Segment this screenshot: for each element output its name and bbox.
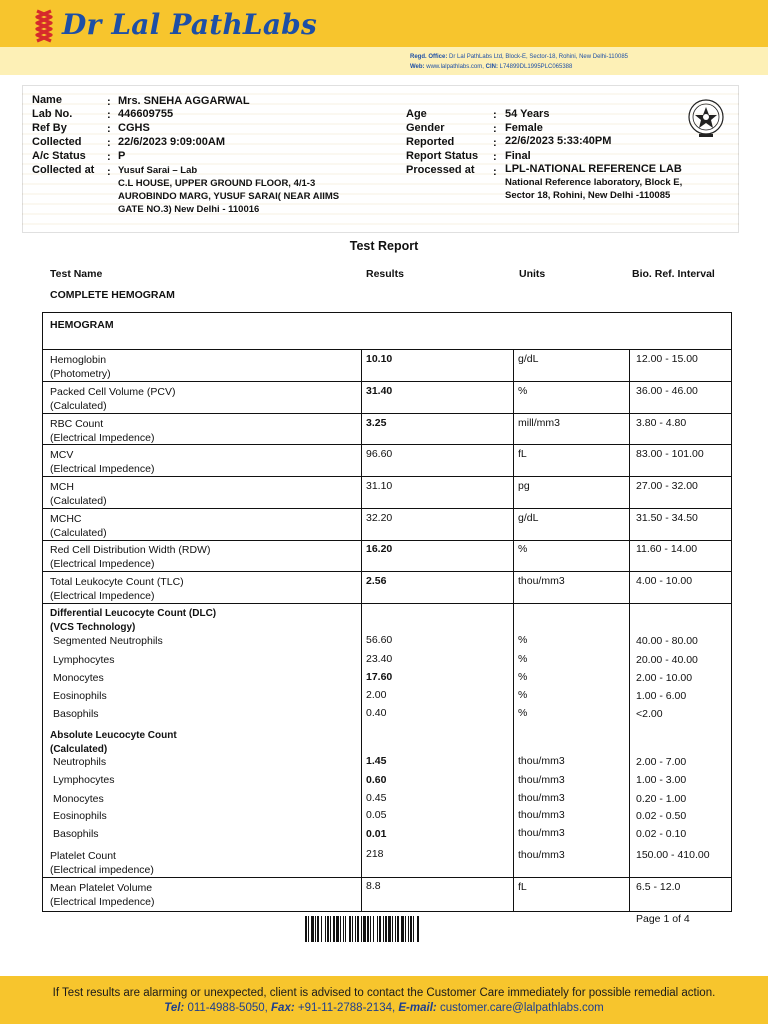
reference-range: 4.00 - 10.00 <box>636 575 693 587</box>
processedat-label: Processed at <box>406 164 475 176</box>
result-unit: % <box>518 385 528 397</box>
patient-gender: Female <box>505 122 543 134</box>
email-link[interactable]: customer.care@lalpathlabs.com <box>439 1002 604 1014</box>
section-title: COMPLETE HEMOGRAM <box>50 289 175 301</box>
table-row: Packed Cell Volume (PCV) (Calculated) <box>50 386 176 412</box>
reported-label: Reported <box>406 136 455 148</box>
reference-range: 31.50 - 34.50 <box>636 512 698 524</box>
list-item: Neutrophils <box>53 756 107 768</box>
reference-range: 12.00 - 15.00 <box>636 353 698 365</box>
result-unit: thou/mm3 <box>518 774 565 786</box>
reference-range: 0.02 - 0.50 <box>636 810 687 822</box>
age-label: Age <box>406 108 427 120</box>
collected-label: Collected <box>32 136 82 148</box>
reference-range: 36.00 - 46.00 <box>636 385 698 397</box>
list-item: Lymphocytes <box>53 654 115 666</box>
refby-label: Ref By <box>32 122 67 134</box>
table-row: RBC Count (Electrical Impedence) <box>50 418 155 444</box>
reference-range: 0.20 - 1.00 <box>636 793 687 805</box>
result-unit: % <box>518 707 528 719</box>
collectedat-label: Collected at <box>32 164 95 176</box>
result-value: 0.60 <box>366 774 387 786</box>
result-unit: g/dL <box>518 512 539 524</box>
col-units: Units <box>519 268 546 280</box>
result-unit: % <box>518 671 528 683</box>
result-unit: g/dL <box>518 353 539 365</box>
result-value: 31.40 <box>366 385 393 397</box>
dna-logo-icon <box>33 9 55 45</box>
brand-logo-text: Dr Lal PathLabs <box>62 8 317 41</box>
referred-by: CGHS <box>118 122 150 134</box>
reference-range: 27.00 - 32.00 <box>636 480 698 492</box>
result-value: 0.01 <box>366 828 387 840</box>
result-value: 31.10 <box>366 480 393 492</box>
table-row: Total Leukocyte Count (TLC) (Electrical Impedence) <box>50 576 184 602</box>
reference-range: 40.00 - 80.00 <box>636 635 698 647</box>
list-item: Eosinophils <box>53 690 107 702</box>
reference-range: 2.00 - 7.00 <box>636 756 687 768</box>
barcode-icon <box>305 916 471 942</box>
result-unit: thou/mm3 <box>518 792 565 804</box>
result-value: 0.45 <box>366 792 387 804</box>
reference-range: 1.00 - 6.00 <box>636 690 687 702</box>
registered-office: Regd. Office: Dr Lal PathLabs Ltd, Block-E, Sector-18, Rohini, New Delhi-110085 <box>410 54 628 60</box>
reference-range: <2.00 <box>636 708 663 720</box>
report-status: Final <box>505 150 531 162</box>
result-unit: thou/mm3 <box>518 827 565 839</box>
processing-lab-name: LPL-NATIONAL REFERENCE LAB <box>505 163 682 175</box>
header-info-strip <box>0 47 768 75</box>
list-item: Eosinophils <box>53 810 107 822</box>
table-row: Red Cell Distribution Width (RDW) (Electrical Impedence) <box>50 544 211 570</box>
list-item: Segmented Neutrophils <box>53 635 163 647</box>
result-value: 17.60 <box>366 671 393 683</box>
result-value: 218 <box>366 848 384 860</box>
reportstatus-label: Report Status <box>406 150 479 162</box>
reference-range: 150.00 - 410.00 <box>636 849 710 861</box>
result-value: 2.56 <box>366 575 387 587</box>
result-value: 23.40 <box>366 653 393 665</box>
list-item: Basophils <box>53 708 99 720</box>
page-number: Page 1 of 4 <box>636 913 690 925</box>
account-status: P <box>118 150 126 162</box>
result-value: 1.45 <box>366 755 387 767</box>
result-value: 56.60 <box>366 634 393 646</box>
collection-centre: Yusuf Sarai – Lab C.L HOUSE, UPPER GROUND FLOOR, 4/1-3 AUROBINDO MARG, YUSUF SARAI( NEAR AIIMS GATE NO.3) New Delhi - 110016 <box>118 165 340 215</box>
col-ref-interval: Bio. Ref. Interval <box>632 268 715 280</box>
lab-number: 446609755 <box>118 108 174 120</box>
list-item: Lymphocytes <box>53 774 115 786</box>
result-unit: % <box>518 634 528 646</box>
table-row: Mean Platelet Volume (Electrical Impedence) <box>50 882 155 908</box>
footer-contact: Tel: 011-4988-5050, Fax: +91-11-2788-2134, E-mail: customer.care@lalpathlabs.com <box>164 1002 604 1014</box>
table-row: Platelet Count (Electrical impedence) <box>50 850 154 876</box>
col-results: Results <box>366 268 404 280</box>
processing-lab-address: National Reference laboratory, Block E, Sector 18, Rohini, New Delhi -110085 <box>505 177 683 201</box>
reference-range: 0.02 - 0.10 <box>636 828 687 840</box>
table-row: Hemoglobin (Photometry) <box>50 354 111 380</box>
report-title: Test Report <box>349 239 419 253</box>
list-item: Monocytes <box>53 793 104 805</box>
accreditation-seal-icon <box>686 98 726 138</box>
patient-name: Mrs. SNEHA AGGARWAL <box>118 95 250 107</box>
list-item: Basophils <box>53 828 99 840</box>
result-value: 32.20 <box>366 512 393 524</box>
patient-age: 54 Years <box>505 108 550 120</box>
website-cin: Web: www.lalpathlabs.com, CIN: L74899DL1995PLC065388 <box>410 64 573 70</box>
result-unit: % <box>518 689 528 701</box>
table-row: MCV (Electrical Impedence) <box>50 449 155 475</box>
result-value: 0.40 <box>366 707 387 719</box>
result-unit: thou/mm3 <box>518 849 565 861</box>
result-unit: % <box>518 653 528 665</box>
result-value: 0.05 <box>366 809 387 821</box>
reference-range: 1.00 - 3.00 <box>636 774 687 786</box>
result-unit: thou/mm3 <box>518 575 565 587</box>
subsection-title: HEMOGRAM <box>50 319 114 331</box>
alc-group-header: Absolute Leucocyte Count (Calculated) <box>50 730 177 755</box>
result-value: 2.00 <box>366 689 387 701</box>
result-value: 3.25 <box>366 417 387 429</box>
table-row: MCHC (Calculated) <box>50 513 107 539</box>
reference-range: 3.80 - 4.80 <box>636 417 687 429</box>
col-test-name: Test Name <box>50 268 103 280</box>
reference-range: 2.00 - 10.00 <box>636 672 693 684</box>
reference-range: 20.00 - 40.00 <box>636 654 698 666</box>
reference-range: 11.60 - 14.00 <box>636 543 698 555</box>
result-value: 10.10 <box>366 353 393 365</box>
gender-label: Gender <box>406 122 445 134</box>
result-unit: mill/mm3 <box>518 417 560 429</box>
table-row: MCH (Calculated) <box>50 481 107 507</box>
list-item: Monocytes <box>53 672 104 684</box>
footer-banner <box>0 976 768 1024</box>
reference-range: 83.00 - 101.00 <box>636 448 704 460</box>
dlc-group-header: Differential Leucocyte Count (DLC) (VCS Technology) <box>50 608 217 633</box>
acstatus-label: A/c Status <box>32 150 86 162</box>
result-value: 96.60 <box>366 448 393 460</box>
collected-datetime: 22/6/2023 9:09:00AM <box>118 136 226 148</box>
result-unit: pg <box>518 480 530 492</box>
result-unit: fL <box>518 881 527 893</box>
result-value: 8.8 <box>366 880 381 892</box>
result-unit: thou/mm3 <box>518 809 565 821</box>
result-unit: thou/mm3 <box>518 755 565 767</box>
result-unit: fL <box>518 448 527 460</box>
result-unit: % <box>518 543 528 555</box>
reference-range: 6.5 - 12.0 <box>636 881 681 893</box>
labno-label: Lab No. <box>32 108 73 120</box>
reported-datetime: 22/6/2023 5:33:40PM <box>505 135 612 147</box>
result-value: 16.20 <box>366 543 393 555</box>
footer-advisory: If Test results are alarming or unexpected, client is advised to contact the Customer Care immediately for possible remedial action. <box>52 987 716 999</box>
name-label: Name <box>32 94 62 106</box>
